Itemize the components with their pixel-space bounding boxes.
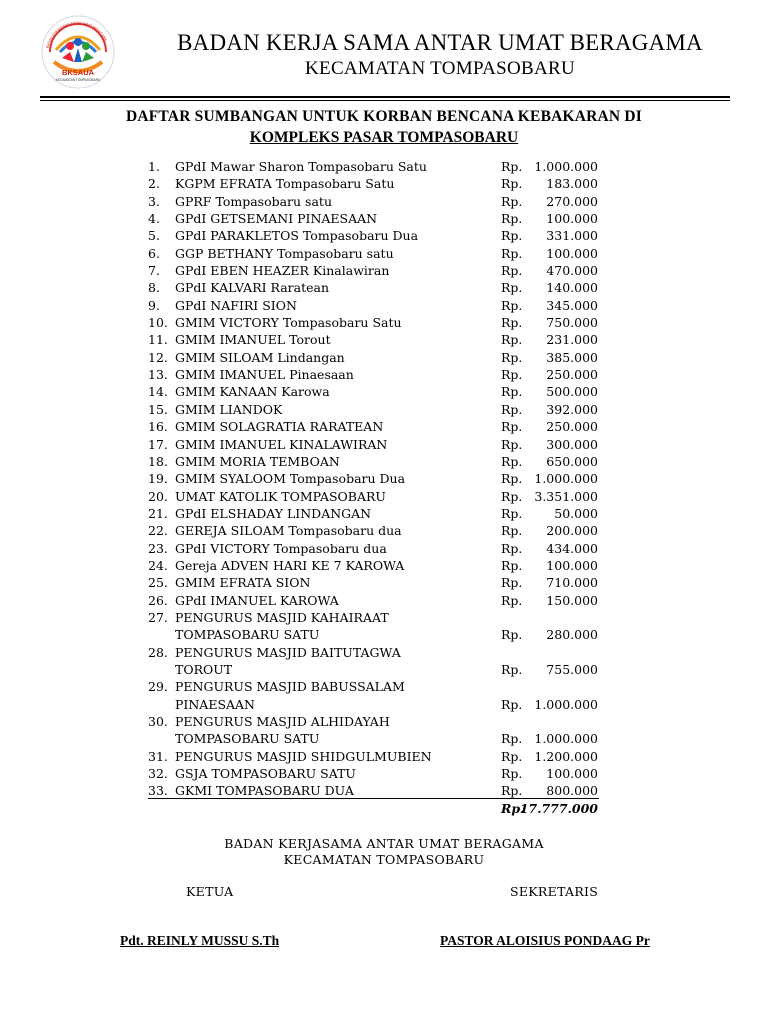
item-number: 27.	[148, 609, 168, 625]
item-name: KGPM EFRATA Tompasobaru Satu	[175, 176, 395, 192]
list-item	[0, 748, 768, 765]
item-name: GMIM VICTORY Tompasobaru Satu	[175, 315, 402, 331]
list-item	[0, 279, 768, 296]
item-currency: Rp.	[501, 315, 523, 331]
item-number: 6.	[148, 245, 160, 261]
item-amount: 750.000	[546, 315, 598, 331]
item-amount: 50.000	[554, 505, 598, 521]
item-number: 25.	[148, 575, 168, 591]
item-currency: Rp.	[501, 228, 523, 244]
item-amount: 1.000.000	[534, 696, 598, 712]
item-currency: Rp.	[501, 280, 523, 296]
item-number: 18.	[148, 453, 168, 469]
item-name: GKMI TOMPASOBARU DUA	[175, 783, 354, 799]
list-item	[0, 193, 768, 210]
item-amount: 1.200.000	[534, 748, 598, 764]
item-currency: Rp.	[501, 523, 523, 539]
item-name: TOMPASOBARU SATU	[175, 627, 320, 643]
bksaua-logo	[40, 14, 116, 90]
item-number: 15.	[148, 401, 168, 417]
item-name: PENGURUS MASJID BAITUTAGWA	[175, 644, 401, 660]
list-item	[0, 522, 768, 539]
item-number: 24.	[148, 557, 168, 573]
item-currency: Rp.	[501, 748, 523, 764]
item-amount: 1.000.000	[534, 731, 598, 747]
item-name: GPdI GETSEMANI PINAESAAN	[175, 211, 378, 227]
footer-org-line2: KECAMATAN TOMPASOBARU	[283, 852, 485, 867]
item-currency: Rp.	[501, 436, 523, 452]
item-name: GMIM KANAAN Karowa	[175, 384, 330, 400]
total-amount: 17.777.000	[519, 801, 598, 816]
signatory-sekretaris: PASTOR ALOISIUS PONDAAG Pr	[440, 933, 650, 948]
list-item	[0, 175, 768, 192]
item-amount: 650.000	[546, 453, 598, 469]
org-title: BADAN KERJA SAMA ANTAR UMAT BERAGAMA	[177, 30, 703, 55]
item-name: GPRF Tompasobaru satu	[175, 193, 332, 209]
item-name: GMIM IMANUEL Torout	[175, 332, 331, 348]
item-amount: 3.351.000	[534, 488, 598, 504]
list-item	[0, 661, 768, 678]
item-name: GPdI IMANUEL KAROWA	[175, 592, 339, 608]
item-currency: Rp.	[501, 575, 523, 591]
header-divider-thin	[40, 100, 730, 101]
item-name: TOROUT	[175, 661, 233, 677]
item-number: 16.	[148, 419, 168, 435]
list-item	[0, 574, 768, 591]
item-number: 32.	[148, 766, 168, 782]
item-currency: Rp.	[501, 540, 523, 556]
item-number: 23.	[148, 540, 168, 556]
logo-sub-label: KECAMATAN TOMPASOBARU	[55, 78, 101, 82]
item-amount: 345.000	[546, 297, 598, 313]
total-currency: Rp.	[501, 801, 525, 816]
item-name: GEREJA SILOAM Tompasobaru dua	[175, 523, 402, 539]
item-name: GPdI Mawar Sharon Tompasobaru Satu	[175, 159, 427, 174]
item-amount: 331.000	[546, 228, 598, 244]
item-number: 33.	[148, 783, 168, 799]
item-name: GPdI NAFIRI SION	[175, 297, 297, 313]
doc-title-line1: DAFTAR SUMBANGAN UNTUK KORBAN BENCANA KEBAKARAN DI	[125, 108, 643, 125]
item-amount: 385.000	[546, 349, 598, 365]
item-number: 30.	[148, 714, 168, 729]
list-item	[0, 262, 768, 279]
item-amount: 140.000	[546, 280, 598, 296]
list-item	[0, 505, 768, 522]
item-currency: Rp.	[501, 211, 523, 227]
list-item	[0, 366, 768, 383]
item-currency: Rp.	[501, 367, 523, 383]
item-currency: Rp.	[501, 401, 523, 417]
item-currency: Rp.	[501, 419, 523, 435]
item-name: PENGURUS MASJID KAHAIRAAT	[175, 609, 389, 625]
item-amount: 755.000	[546, 661, 598, 677]
item-currency: Rp.	[501, 731, 523, 747]
list-item	[0, 592, 768, 609]
item-amount: 100.000	[546, 766, 598, 782]
item-name: PENGURUS MASJID SHIDGULMUBIEN	[175, 748, 432, 764]
logo-label: BKSAUA	[61, 68, 95, 77]
item-name: GGP BETHANY Tompasobaru satu	[175, 245, 394, 261]
list-item	[0, 453, 768, 470]
list-item	[0, 696, 768, 713]
item-currency: Rp.	[501, 453, 523, 469]
item-name: GMIM IMANUEL Pinaesaan	[175, 367, 354, 383]
item-currency: Rp.	[501, 783, 523, 799]
list-item	[0, 331, 768, 348]
item-name: GSJA TOMPASOBARU SATU	[175, 766, 356, 782]
item-currency: Rp.	[501, 245, 523, 261]
item-currency: Rp.	[501, 696, 523, 712]
item-name: GMIM EFRATA SION	[175, 575, 311, 591]
item-currency: Rp.	[501, 557, 523, 573]
footer-org-line1: BADAN KERJASAMA ANTAR UMAT BERAGAMA	[224, 836, 544, 851]
item-number: 4.	[148, 211, 160, 227]
item-number: 5.	[148, 228, 160, 244]
list-item	[0, 609, 768, 626]
list-item	[0, 436, 768, 453]
item-currency: Rp.	[501, 488, 523, 504]
list-item	[0, 158, 768, 175]
item-amount: 710.000	[546, 575, 598, 591]
item-number: 26.	[148, 592, 168, 608]
item-currency: Rp.	[501, 471, 523, 487]
donation-list	[0, 158, 768, 800]
role-ketua: KETUA	[186, 884, 234, 899]
item-name: Gereja ADVEN HARI KE 7 KAROWA	[175, 557, 405, 573]
role-sekretaris: SEKRETARIS	[510, 884, 599, 899]
item-number: 12.	[148, 349, 168, 365]
list-item	[0, 383, 768, 400]
item-currency: Rp.	[501, 627, 523, 643]
item-number: 17.	[148, 436, 168, 452]
item-number: 11.	[148, 332, 168, 348]
item-name: UMAT KATOLIK TOMPASOBARU	[175, 488, 386, 504]
item-name: GPdI KALVARI Raratean	[175, 280, 330, 296]
item-currency: Rp.	[501, 766, 523, 782]
item-name: GMIM IMANUEL KINALAWIRAN	[175, 436, 388, 452]
item-currency: Rp.	[501, 661, 523, 677]
list-item	[0, 349, 768, 366]
list-item	[0, 297, 768, 314]
list-item	[0, 782, 768, 799]
item-name: PENGURUS MASJID ALHIDAYAH	[175, 714, 390, 729]
item-number: 20.	[148, 488, 168, 504]
item-number: 21.	[148, 505, 168, 521]
item-name: TOMPASOBARU SATU	[175, 731, 320, 747]
item-number: 13.	[148, 367, 168, 383]
item-currency: Rp.	[501, 332, 523, 348]
item-amount: 500.000	[546, 384, 598, 400]
header-divider-thick	[40, 96, 730, 98]
list-item	[0, 314, 768, 331]
item-amount: 270.000	[546, 193, 598, 209]
item-number: 19.	[148, 471, 168, 487]
item-amount: 1.000.000	[534, 471, 598, 487]
list-item	[0, 470, 768, 487]
item-amount: 434.000	[546, 540, 598, 556]
item-amount: 183.000	[546, 176, 598, 192]
signatory-ketua: Pdt. REINLY MUSSU S.Th	[120, 933, 280, 948]
item-number: 3.	[148, 193, 160, 209]
list-item	[0, 626, 768, 643]
item-currency: Rp.	[501, 297, 523, 313]
item-name: GMIM MORIA TEMBOAN	[175, 453, 340, 469]
list-item	[0, 730, 768, 747]
list-item	[0, 401, 768, 418]
list-item	[0, 540, 768, 557]
item-name: GPdI PARAKLETOS Tompasobaru Dua	[175, 228, 419, 244]
doc-title-line2: KOMPLEKS PASAR TOMPASOBARU	[249, 129, 519, 146]
list-item	[0, 418, 768, 435]
item-name: GMIM LIANDOK	[175, 401, 283, 417]
item-number: 1.	[148, 159, 160, 174]
org-subtitle: KECAMATAN TOMPASOBARU	[305, 58, 575, 79]
item-number: 7.	[148, 263, 160, 279]
list-item	[0, 713, 768, 730]
item-number: 31.	[148, 748, 168, 764]
item-currency: Rp.	[501, 193, 523, 209]
item-currency: Rp.	[501, 159, 523, 174]
item-amount: 800.000	[546, 783, 598, 799]
item-amount: 470.000	[546, 263, 598, 279]
item-number: 14.	[148, 384, 168, 400]
item-name: GPdI ELSHADAY LINDANGAN	[175, 505, 372, 521]
total-underline	[148, 798, 599, 799]
item-amount: 100.000	[546, 557, 598, 573]
item-amount: 100.000	[546, 211, 598, 227]
item-currency: Rp.	[501, 349, 523, 365]
list-item	[0, 227, 768, 244]
item-name: PINAESAAN	[175, 696, 255, 712]
item-amount: 231.000	[546, 332, 598, 348]
item-name: GMIM SOLAGRATIA RARATEAN	[175, 419, 384, 435]
item-amount: 200.000	[546, 523, 598, 539]
item-number: 2.	[148, 176, 160, 192]
list-item	[0, 210, 768, 227]
item-amount: 1.000.000	[534, 159, 598, 174]
item-name: GMIM SYALOOM Tompasobaru Dua	[175, 471, 406, 487]
item-currency: Rp.	[501, 592, 523, 608]
list-item	[0, 557, 768, 574]
item-currency: Rp.	[501, 505, 523, 521]
item-number: 28.	[148, 644, 168, 660]
item-currency: Rp.	[501, 263, 523, 279]
item-number: 22.	[148, 523, 168, 539]
list-item	[0, 678, 768, 695]
item-name: GPdI EBEN HEAZER Kinalawiran	[175, 263, 390, 279]
list-item	[0, 245, 768, 262]
item-amount: 300.000	[546, 436, 598, 452]
item-number: 9.	[148, 297, 160, 313]
item-number: 10.	[148, 315, 168, 331]
list-item	[0, 488, 768, 505]
item-name: PENGURUS MASJID BABUSSALAM	[175, 679, 405, 695]
item-number: 29.	[148, 679, 168, 695]
item-amount: 150.000	[546, 592, 598, 608]
list-item	[0, 765, 768, 782]
item-name: GMIM SILOAM Lindangan	[175, 349, 345, 365]
item-currency: Rp.	[501, 176, 523, 192]
item-amount: 100.000	[546, 245, 598, 261]
logo-arc-text: BADAN KERJASAMA ANTAR UMAT BERAGAMA	[45, 20, 108, 49]
list-item	[0, 644, 768, 661]
item-currency: Rp.	[501, 384, 523, 400]
item-amount: 250.000	[546, 367, 598, 383]
item-name: GPdI VICTORY Tompasobaru dua	[175, 540, 387, 556]
item-amount: 250.000	[546, 419, 598, 435]
item-amount: 392.000	[546, 401, 598, 417]
item-number: 8.	[148, 280, 160, 296]
item-amount: 280.000	[546, 627, 598, 643]
